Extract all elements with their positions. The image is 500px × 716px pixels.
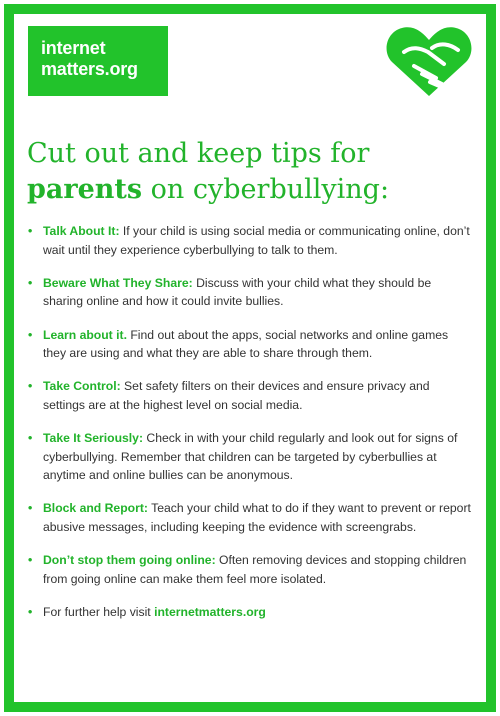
- logo-word-matters: matters: [41, 59, 105, 79]
- tip-heading: Take Control:: [43, 379, 121, 394]
- tip-heading: Don’t stop them going online:: [43, 553, 216, 568]
- internet-matters-logo[interactable]: [28, 26, 168, 96]
- title-bold-word: parents: [27, 174, 143, 205]
- footer-text: For further help visit: [43, 605, 155, 620]
- logo-line-1: internet: [41, 38, 106, 58]
- footer-link[interactable]: internetmatters.org: [154, 605, 266, 620]
- tip-text: Find out about the apps, social networks and online games they are using and what they are able to share through them.: [43, 327, 449, 361]
- title-line-1: Cut out and keep tips for: [27, 138, 370, 169]
- logo-word-org: org: [109, 59, 138, 79]
- tip-text: Set safety filters on their devices and ensure privacy and settings are at the highest level on social media.: [43, 379, 430, 412]
- logo-dot: .: [104, 59, 110, 79]
- footer-help: [28, 603, 473, 622]
- tip-learn-about-it: [28, 326, 473, 363]
- tip-block-and-report: [28, 499, 473, 536]
- page-title: [27, 136, 467, 208]
- tip-heading: Talk About It:: [43, 224, 120, 238]
- tip-text: Check in with your child regularly and look out for signs of cyberbullying. Remember that children can be targeted by cyberbullies at anytime and online bullies can be anonymous.: [43, 431, 458, 483]
- tip-talk-about-it: [28, 222, 473, 259]
- tip-heading: Beware What They Share:: [43, 275, 193, 290]
- tip-text: Discuss with your child what they should be sharing online and how it could invite bullies.: [43, 275, 432, 309]
- title-line-2: [27, 172, 467, 208]
- tips-list: [28, 222, 473, 636]
- title-rest: on cyberbullying:: [142, 174, 390, 205]
- tip-beware-what-they-share: [28, 274, 473, 311]
- logo-line-2: [41, 59, 156, 80]
- tip-take-it-seriously: [28, 429, 473, 485]
- tip-text: Teach your child what to do if they want to prevent or report abusive messages, including keeping the evidence with screengrabs.: [43, 501, 471, 534]
- tip-text: Often removing devices and stopping children from going online can make them feel more isolated.: [43, 553, 467, 586]
- tip-heading: Take It Seriously:: [43, 431, 144, 446]
- tip-take-control: [28, 377, 473, 414]
- tip-text: If your child is using social media or communicating online, don’t wait until they experience cyberbullying to talk to them.: [43, 224, 470, 257]
- tip-heading: Learn about it.: [43, 327, 127, 342]
- heart-hands-icon: [384, 22, 474, 102]
- tip-dont-stop-them: [28, 551, 473, 588]
- tip-heading: Block and Report:: [43, 501, 148, 516]
